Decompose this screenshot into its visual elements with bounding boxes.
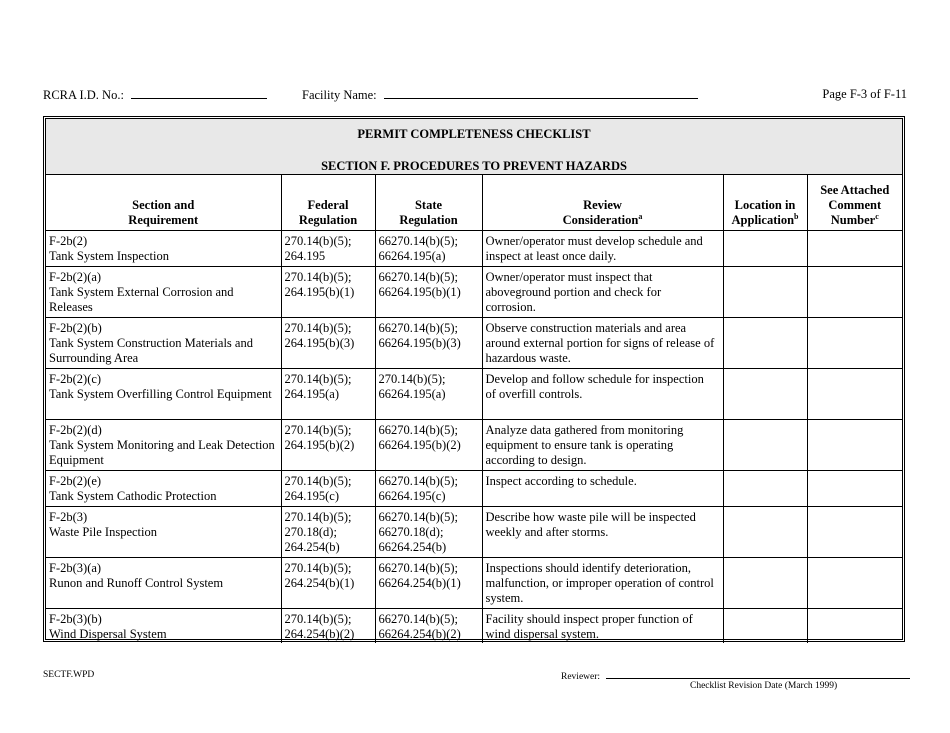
section-requirement-cell: F-2b(3)(a) Runon and Runoff Control System [46, 558, 281, 609]
review-consideration-cell: Describe how waste pile will be inspected weekly and after storms. [482, 507, 723, 558]
checklist-title: PERMIT COMPLETENESS CHECKLIST [357, 127, 591, 141]
location-input-cell[interactable] [723, 609, 807, 643]
federal-regulation-cell: 270.14(b)(5); 264.195(a) [281, 369, 375, 420]
checklist-frame [43, 116, 905, 642]
location-input-cell[interactable] [723, 420, 807, 471]
col-section-requirement: Section and Requirement [46, 174, 281, 231]
state-regulation-cell: 66270.14(b)(5); 66264.195(b)(1) [375, 267, 482, 318]
comment-input-cell[interactable] [807, 609, 902, 643]
review-consideration-cell: Inspections should identify deterioration, malfunction, or improper operation of control system. [482, 558, 723, 609]
location-input-cell[interactable] [723, 267, 807, 318]
section-requirement-cell: F-2b(2)(b) Tank System Construction Materials and Surrounding Area [46, 318, 281, 369]
section-requirement-cell: F-2b(3)(b) Wind Dispersal System [46, 609, 281, 643]
section-requirement-cell: F-2b(2)(a) Tank System External Corrosion and Releases [46, 267, 281, 318]
state-regulation-cell: 66270.14(b)(5); 66264.195(b)(3) [375, 318, 482, 369]
state-regulation-cell: 66270.14(b)(5); 66264.254(b)(1) [375, 558, 482, 609]
location-input-cell[interactable] [723, 558, 807, 609]
state-regulation-cell: 66270.14(b)(5); 66264.254(b)(2) [375, 609, 482, 643]
section-requirement-cell: F-2b(2) Tank System Inspection [46, 231, 281, 267]
review-consideration-cell: Inspect according to schedule. [482, 471, 723, 507]
comment-input-cell[interactable] [807, 318, 902, 369]
table-row [46, 318, 902, 369]
section-requirement-cell: F-2b(2)(d) Tank System Monitoring and Leak Detection Equipment [46, 420, 281, 471]
table-row [46, 558, 902, 609]
state-regulation-cell: 66270.14(b)(5); 66264.195(c) [375, 471, 482, 507]
page-number: Page F-3 of F-11 [822, 87, 907, 101]
review-consideration-cell: Owner/operator must develop schedule and inspect at least once daily. [482, 231, 723, 267]
federal-regulation-cell: 270.14(b)(5); 264.254(b)(2) [281, 609, 375, 643]
location-input-cell[interactable] [723, 318, 807, 369]
table-row [46, 420, 902, 471]
col-location-in-application: Location in Application$^b$ [723, 174, 807, 231]
federal-regulation-cell: 270.14(b)(5); 264.195(b)(2) [281, 420, 375, 471]
reviewer-blank[interactable] [606, 670, 910, 679]
table-row [46, 231, 902, 267]
file-name: SECTF.WPD [43, 670, 95, 680]
location-input-cell[interactable] [723, 507, 807, 558]
facility-name-label: Facility Name: [302, 88, 377, 102]
location-input-cell[interactable] [723, 369, 807, 420]
comment-input-cell[interactable] [807, 507, 902, 558]
comment-input-cell[interactable] [807, 471, 902, 507]
table-row [46, 507, 902, 558]
title-band [46, 119, 902, 175]
comment-input-cell[interactable] [807, 231, 902, 267]
section-requirement-cell: F-2b(2)(e) Tank System Cathodic Protection [46, 471, 281, 507]
table-row [46, 369, 902, 420]
federal-regulation-cell: 270.14(b)(5); 264.195(b)(3) [281, 318, 375, 369]
checklist-table [46, 174, 902, 643]
col-review-consideration: Review Consideration$^a$ [482, 174, 723, 231]
col-comment-number: See Attached Comment Number$^c$ [807, 174, 902, 231]
federal-regulation-cell: 270.14(b)(5); 264.195 [281, 231, 375, 267]
comment-input-cell[interactable] [807, 267, 902, 318]
facility-name-field [302, 87, 698, 103]
rcra-id-field [43, 87, 267, 103]
review-consideration-cell: Facility should inspect proper function of wind dispersal system. [482, 609, 723, 643]
federal-regulation-cell: 270.14(b)(5); 264.195(b)(1) [281, 267, 375, 318]
location-input-cell[interactable] [723, 231, 807, 267]
review-consideration-cell: Analyze data gathered from monitoring equipment to ensure tank is operating according to design. [482, 420, 723, 471]
state-regulation-cell: 66270.14(b)(5); 66264.195(b)(2) [375, 420, 482, 471]
state-regulation-cell: 66270.14(b)(5); 66264.195(a) [375, 231, 482, 267]
reviewer-label: Reviewer: [561, 672, 601, 682]
review-consideration-cell: Develop and follow schedule for inspection of overfill controls. [482, 369, 723, 420]
section-requirement-cell: F-2b(3) Waste Pile Inspection [46, 507, 281, 558]
federal-regulation-cell: 270.14(b)(5); 264.195(c) [281, 471, 375, 507]
col-federal-regulation: Federal Regulation [281, 174, 375, 231]
comment-input-cell[interactable] [807, 369, 902, 420]
review-consideration-cell: Owner/operator must inspect that aboveground portion and check for corrosion. [482, 267, 723, 318]
state-regulation-cell: 270.14(b)(5); 66264.195(a) [375, 369, 482, 420]
table-row [46, 267, 902, 318]
section-title: SECTION F. PROCEDURES TO PREVENT HAZARDS [321, 159, 627, 173]
review-consideration-cell: Observe construction materials and area around external portion for signs of release of hazardous waste. [482, 318, 723, 369]
comment-input-cell[interactable] [807, 558, 902, 609]
state-regulation-cell: 66270.14(b)(5); 66270.18(d); 66264.254(b) [375, 507, 482, 558]
col-state-regulation: State Regulation [375, 174, 482, 231]
comment-input-cell[interactable] [807, 420, 902, 471]
rcra-id-blank[interactable] [131, 87, 267, 99]
table-row [46, 471, 902, 507]
revision-date: Checklist Revision Date (March 1999) [690, 681, 838, 691]
federal-regulation-cell: 270.14(b)(5); 264.254(b)(1) [281, 558, 375, 609]
header-row [46, 174, 902, 231]
rcra-id-label: RCRA I.D. No.: [43, 88, 124, 102]
table-row [46, 609, 902, 643]
location-input-cell[interactable] [723, 471, 807, 507]
section-requirement-cell: F-2b(2)(c) Tank System Overfilling Control Equipment [46, 369, 281, 420]
federal-regulation-cell: 270.14(b)(5); 270.18(d); 264.254(b) [281, 507, 375, 558]
facility-name-blank[interactable] [384, 87, 698, 99]
checklist-rows [46, 231, 902, 643]
